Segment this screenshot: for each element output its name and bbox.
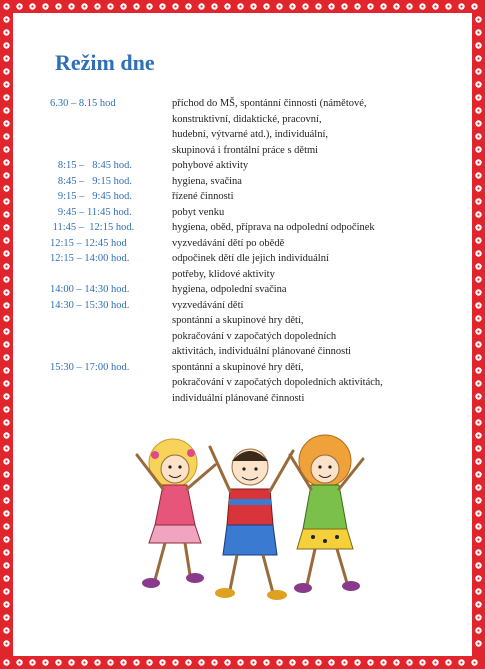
girl-left-figure [137, 439, 215, 588]
schedule-description [172, 158, 440, 174]
schedule-row [50, 189, 440, 205]
schedule-description [172, 174, 440, 190]
schedule-row [50, 236, 440, 252]
schedule-description-line: pokračování v započatých dopoledních [172, 330, 337, 342]
schedule-time: 8:15 – 8:45 hod. [50, 160, 132, 171]
schedule-description-line: vyzvedávání dětí [172, 299, 244, 311]
schedule-description [172, 298, 440, 360]
schedule-description-line: pobyt venku [172, 206, 225, 218]
schedule-description-line: individuální plánované činnosti [172, 392, 305, 404]
schedule-description-line: hygiena, svačina [172, 175, 242, 187]
schedule-description [172, 189, 440, 205]
dancing-children-illustration [125, 425, 375, 610]
schedule-description [172, 96, 440, 158]
schedule-description-line: příchod do MŠ, spontánní činnosti (námětové, [172, 98, 367, 109]
schedule-description [172, 220, 440, 236]
schedule-row [50, 298, 440, 360]
schedule-description-line: vyzvedávání dětí po obědě [172, 237, 285, 249]
schedule-time: 8:45 – 9:15 hod. [50, 175, 132, 187]
schedule-description [172, 282, 440, 298]
schedule-description-line: pohybové aktivity [172, 160, 249, 171]
schedule-time: 15:30 – 17:00 hod. [50, 361, 130, 373]
schedule-time: 11:45 – 12:15 hod. [50, 222, 135, 233]
schedule-description-line: spontánní a skupinové hry dětí, [172, 361, 304, 373]
schedule-description-line: hudební, výtvarné atd.), individuální, [172, 129, 329, 140]
schedule-row [50, 174, 440, 190]
daily-schedule [50, 96, 440, 406]
schedule-row [50, 251, 440, 282]
schedule-description-line: hygiena, oběd, příprava na odpolední odpočinek [172, 222, 375, 233]
schedule-row [50, 282, 440, 298]
schedule-description [172, 205, 440, 221]
schedule-row [50, 158, 440, 174]
schedule-description-line: aktivitách, individuální plánované činnosti [172, 346, 352, 357]
schedule-description [172, 360, 440, 407]
schedule-description-line: potřeby, klidové aktivity [172, 268, 275, 280]
schedule-description-line: konstruktivní, didaktické, pracovní, [172, 113, 322, 125]
schedule-row [50, 220, 440, 236]
schedule-time: 12:15 – 14:00 hod. [50, 253, 130, 264]
schedule-description-line: řízené činnosti [172, 191, 234, 202]
boy-middle-figure [210, 447, 293, 600]
girl-right-figure [290, 435, 363, 593]
schedule-description [172, 236, 440, 252]
schedule-description-line: pokračování v započatých dopoledních aktivitách, [172, 377, 383, 388]
schedule-description-line: spontánní a skupinové hry dětí, [172, 315, 304, 326]
schedule-description-line: odpočinek dětí dle jejich individuální [172, 253, 329, 264]
schedule-row [50, 96, 440, 158]
schedule-time: 12:15 – 12:45 hod [50, 237, 127, 249]
schedule-time: 14:30 – 15:30 hod. [50, 299, 130, 311]
schedule-time: 14:00 – 14:30 hod. [50, 284, 130, 295]
schedule-row [50, 360, 440, 407]
page-title: Režim dne [55, 50, 155, 75]
schedule-description-line: hygiena, odpolední svačina [172, 284, 287, 295]
schedule-description [172, 251, 440, 282]
schedule-description-line: skupinová i frontální práce s dětmi [172, 144, 319, 156]
schedule-time: 9:15 – 9:45 hod. [50, 191, 132, 202]
schedule-row [50, 205, 440, 221]
schedule-time: 9:45 – 11:45 hod. [50, 206, 132, 218]
schedule-time: 6.30 – 8.15 hod [50, 98, 116, 109]
